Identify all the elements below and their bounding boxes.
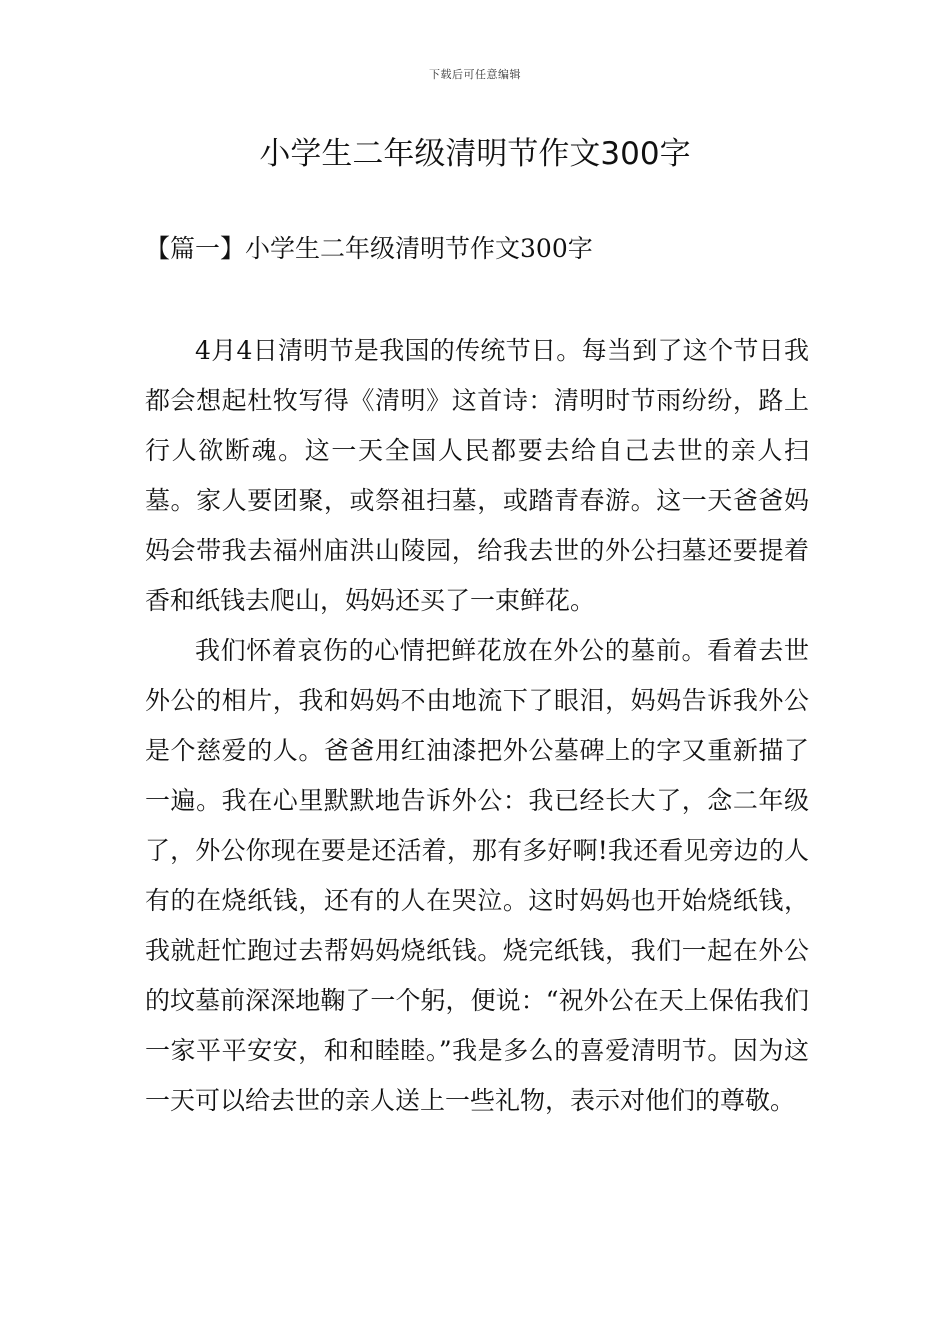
section-heading: 【篇一】小学生二年级清明节作文300字 <box>145 234 593 263</box>
body-text <box>145 326 809 1126</box>
paragraph: 我们怀着哀伤的心情把鲜花放在外公的墓前。看着去世外公的相片，我和妈妈不由地流下了眼泪，妈妈告诉我外公是个慈爱的人。爸爸用红油漆把外公墓碑上的字又重新描了一遍。我在心里默默地告诉外公：我已经长大了，念二年级了，外公你现在要是还活着，那有多好啊!我还看见旁边的人有的在烧纸钱，还有的人在哭泣。这时妈妈也开始烧纸钱，我就赶忙跑过去帮妈妈烧纸钱。烧完纸钱，我们一起在外公的坟墓前深深地鞠了一个躬，便说：“祝外公在天上保佑我们一家平平安安，和和睦睦。”我是多么的喜爱清明节。因为这一天可以给去世的亲人送上一些礼物，表示对他们的尊敬。 <box>145 636 809 1115</box>
page-title: 小学生二年级清明节作文300字 <box>259 136 691 172</box>
header-note: 下载后可任意编辑 <box>429 68 521 81</box>
paragraph: 4月4日清明节是我国的传统节日。每当到了这个节日我都会想起杜牧写得《清明》这首诗：清明时节雨纷纷，路上行人欲断魂。这一天全国人民都要去给自己去世的亲人扫墓。家人要团聚，或祭祖扫墓，或踏青春游。这一天爸爸妈妈会带我去福州庙洪山陵园，给我去世的外公扫墓还要提着香和纸钱去爬山，妈妈还买了一束鲜花。 <box>145 336 809 615</box>
